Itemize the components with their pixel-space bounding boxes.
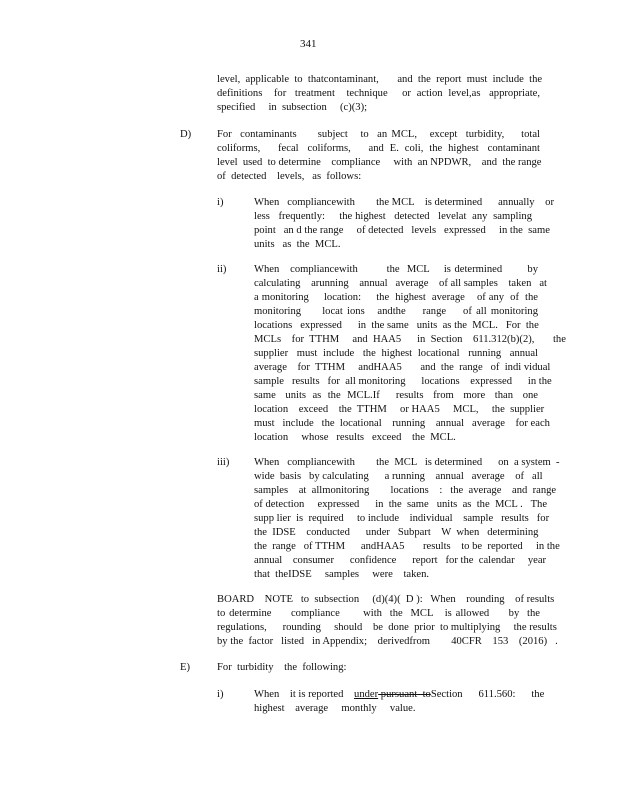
text-line: location whose results exceed the MCL. xyxy=(254,432,456,443)
text-line: that theIDSE samples were taken. xyxy=(254,569,430,580)
text-line: samples at allmonitoring locations : the average and range xyxy=(254,485,557,496)
item-d-paragraph xyxy=(217,128,540,184)
text-line: units as the MCL. xyxy=(254,239,341,250)
text-line: a monitoring location: the highest average of any of the xyxy=(254,292,538,303)
text-line: BOARD NOTE to subsection (d)(4)( D ): When rounding of results xyxy=(217,594,555,605)
text-line: monitoring locat ions andthe range of all monitoring xyxy=(254,306,538,317)
deleted-text: pursuant to xyxy=(378,689,431,700)
text-line: regulations, rounding should be done prior to multiplying the results xyxy=(217,622,557,633)
text-line: the range of TTHM andHAA5 results to be reported in the xyxy=(254,541,560,552)
text-line: When compliancewith the MCL is determined annually or xyxy=(254,197,554,208)
subitem-label: iii) xyxy=(217,457,230,468)
text-line: coliforms, fecal coliforms, and E. coli, the highest contaminant xyxy=(217,143,540,154)
text-line: the IDSE conducted under Subpart W when determining xyxy=(254,527,539,538)
text-line: level used to determine compliance with an NPDWR, and the range xyxy=(217,157,542,168)
text-line: location exceed the TTHM or HAA5 MCL, the supplier xyxy=(254,404,545,415)
intro-paragraph xyxy=(217,73,543,115)
text-line: When compliancewith the MCL is determined by xyxy=(254,264,538,275)
text-line: For turbidity the following: xyxy=(217,662,347,673)
subitem-paragraph xyxy=(254,456,560,582)
text-line: supplier must include the highest locational running annual xyxy=(254,348,538,359)
text-line: locations expressed in the same units as the MCL. For the xyxy=(254,320,539,331)
text-segment: When it is reported xyxy=(254,689,355,700)
text-line: highest average monthly value. xyxy=(254,703,416,714)
subitem-label: i) xyxy=(217,689,224,700)
text-line xyxy=(254,688,545,702)
text-line: of detected levels, as follows: xyxy=(217,171,362,182)
item-e-label: E) xyxy=(180,662,190,673)
text-segment: Section 611.560: the xyxy=(430,689,545,700)
text-line: annual consumer confidence report for the calendar year xyxy=(254,555,547,566)
subitem-paragraph xyxy=(254,263,566,445)
text-line: definitions for treatment technique or action level,as appropriate, xyxy=(217,88,540,99)
text-line: level, applicable to thatcontaminant, and the report must include the xyxy=(217,74,543,85)
text-line: to determine compliance with the MCL is allowed by the xyxy=(217,608,540,619)
text-line: specified in subsection (c)(3); xyxy=(217,102,368,113)
text-line: MCLs for TTHM and HAA5 in Section 611.312(b)(2), the xyxy=(254,334,566,345)
subitem-paragraph xyxy=(254,688,545,716)
text-line: For contaminants subject to an MCL, except turbidity, total xyxy=(217,129,540,140)
text-line: sample results for all monitoring locations expressed in the xyxy=(254,376,552,387)
text-line: When compliancewith the MCL is determined on a system - xyxy=(254,457,560,468)
item-d-label: D) xyxy=(180,129,192,140)
subitem-label: ii) xyxy=(217,264,227,275)
text-line: supp lier is required to include individual sample results for xyxy=(254,513,550,524)
text-line: must include the locational running annual average for each xyxy=(254,418,550,429)
subitem-label: i) xyxy=(217,197,224,208)
text-line: calculating arunning annual average of all samples taken at xyxy=(254,278,547,289)
text-line: same units as the MCL.If results from more than one xyxy=(254,390,538,401)
text-line: wide basis by calculating a running annual average of all xyxy=(254,471,543,482)
text-line: point an d the range of detected levels expressed in the same xyxy=(254,225,550,236)
text-line: of detection expressed in the same units as the MCL . The xyxy=(254,499,548,510)
page-number: 341 xyxy=(300,38,317,50)
inserted-text: under xyxy=(354,689,379,700)
board-note xyxy=(217,593,558,649)
text-line: average for TTHM andHAA5 and the range of indi vidual xyxy=(254,362,551,373)
subitem-paragraph xyxy=(254,196,554,252)
text-line: less frequently: the highest detected levelat any sampling xyxy=(254,211,532,222)
item-e-paragraph xyxy=(217,661,540,675)
text-line: by the factor listed in Appendix; derivedfrom 40CFR 153 (2016) . xyxy=(217,636,558,647)
